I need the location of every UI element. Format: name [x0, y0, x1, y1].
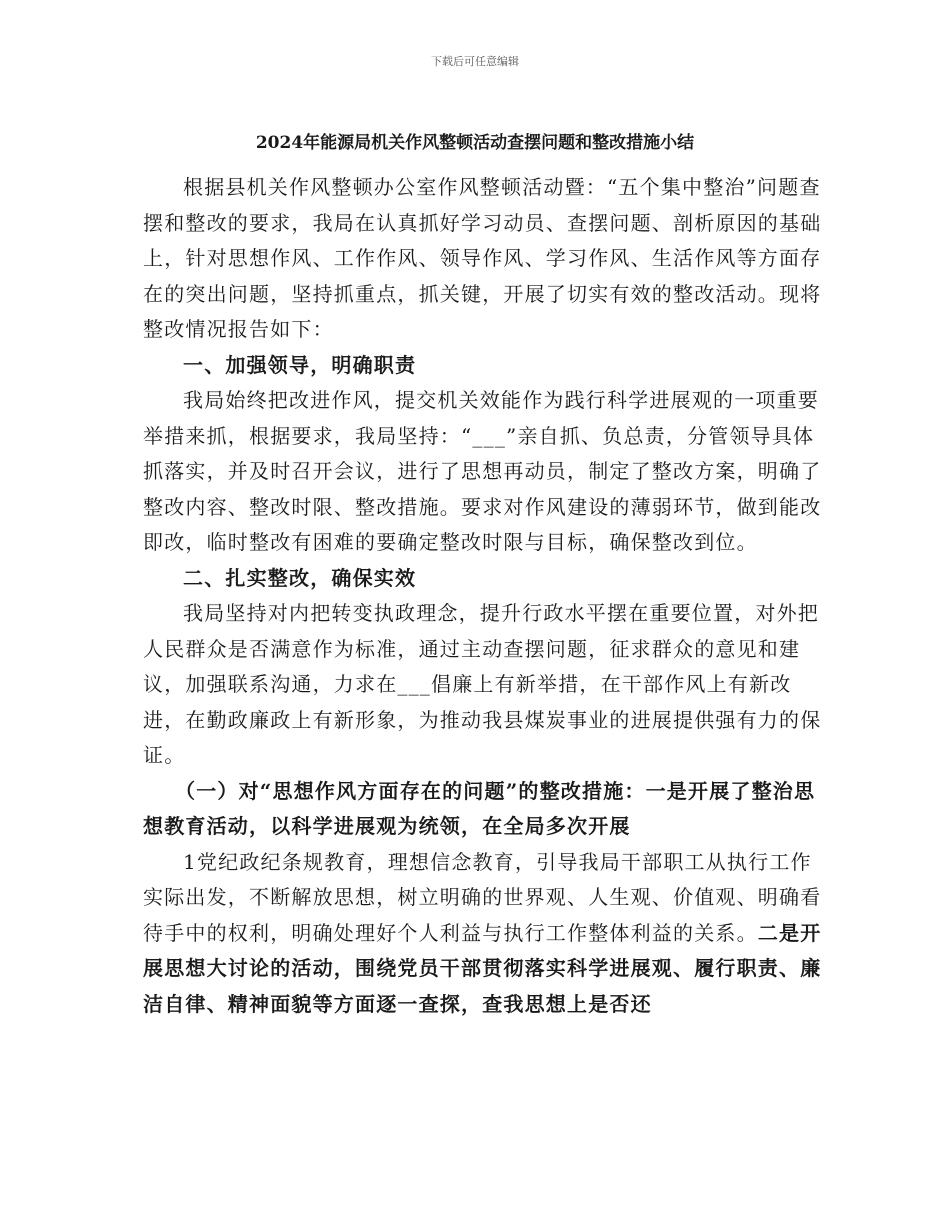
- document-title: 2024年能源局机关作风整顿活动查摆问题和整改措施小结: [255, 133, 695, 153]
- detail-plain-text: 1党纪政纪条规教育，理想信念教育，引导我局干部职工从执行工作实际出发，不断解放思想，树立明确的世界观、人生观、价值观、明确看待手中的权利，明确处理好个人利益与执行工作整体利益的关系。: [143, 849, 822, 945]
- section2-detail-paragraph: [143, 845, 823, 1023]
- detail-bold-text: 二是开展思想大讨论的活动，围绕党员干部贯彻落实科学进展观、履行职责、廉洁自律、精神面貌等方面逐一查探，查我思想上是否还: [143, 920, 822, 1016]
- section1-heading: 一、加强领导，明确职责: [183, 352, 417, 377]
- document-body: [143, 170, 823, 1022]
- page-header-note: 下载后可任意编辑: [431, 55, 519, 68]
- section2-heading: 二、扎实整改，确保实效: [183, 565, 417, 590]
- intro-paragraph: 根据县机关作风整顿办公室作风整顿活动暨：“五个集中整治”问题查摆和整改的要求，我局在认真抓好学习动员、查摆问题、剖析原因的基础上，针对思想作风、工作作风、领导作风、学习作风、生活作风等方面存在的突出问题，坚持抓重点，抓关键，开展了切实有效的整改活动。现将整改情况报告如下：: [143, 175, 822, 341]
- section2-paragraph: 我局坚持对内把转变执政理念，提升行政水平摆在重要位置，对外把人民群众是否满意作为标准，通过主动查摆问题，征求群众的意见和建议，加强联系沟通，力求在___倡廉上有新举措，在干部作风上有新改进，在勤政廉政上有新形象，为推动我县煤炭事业的进展提供强有力的保证。: [143, 601, 822, 767]
- section1-paragraph: 我局始终把改进作风，提交机关效能作为践行科学进展观的一项重要举措来抓，根据要求，我局坚持：“___”亲自抓、负总责，分管领导具体抓落实，并及时召开会议，进行了思想再动员，制定了整改方案，明确了整改内容、整改时限、整改措施。要求对作风建设的薄弱环节，做到能改即改，临时整改有困难的要确定整改时限与目标，确保整改到位。: [143, 388, 822, 554]
- section2-subheading: （一）对“思想作风方面存在的问题”的整改措施：一是开展了整治思想教育活动，以科学进展观为统领，在全局多次开展: [143, 778, 816, 838]
